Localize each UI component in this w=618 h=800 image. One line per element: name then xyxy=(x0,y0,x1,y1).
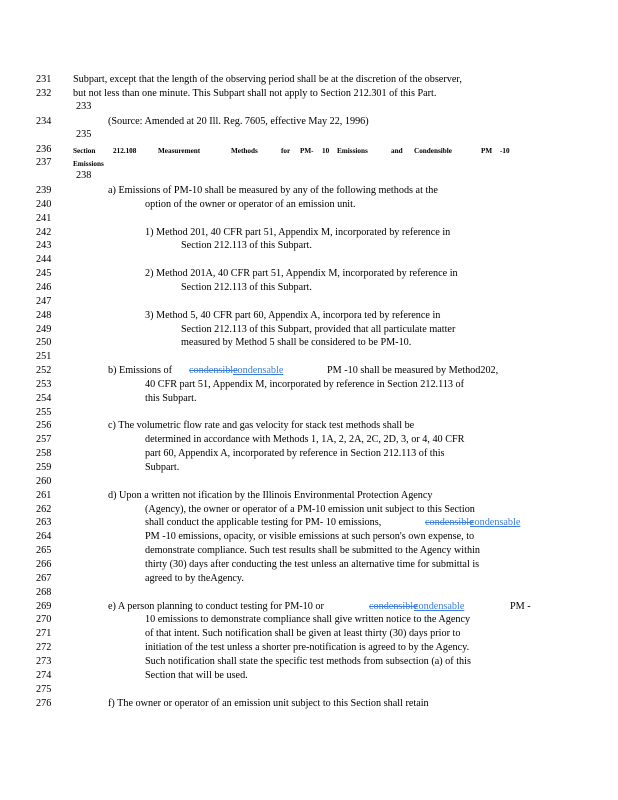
line-number: 231 xyxy=(36,74,52,85)
text-line: (Agency), the owner or operator of a PM-10 emission unit subject to this Section xyxy=(145,504,475,515)
heading-word: Methods xyxy=(231,147,258,155)
line-number: 252 xyxy=(36,365,52,376)
deleted-text: condensible xyxy=(369,601,418,612)
text-line: f) The owner or operator of an emission unit subject to this Section shall retain xyxy=(108,698,429,709)
line-number: 275 xyxy=(36,684,52,695)
line-number: 261 xyxy=(36,490,52,501)
line-number: 239 xyxy=(36,185,52,196)
line-number: 244 xyxy=(36,254,52,265)
text-line: Subpart, except that the length of the observing period shall be at the discretion of the observer, xyxy=(73,74,462,85)
heading-word: Emissions xyxy=(73,160,104,168)
text-line: Section that will be used. xyxy=(145,670,248,681)
line-number: 236 xyxy=(36,144,52,155)
line-number: 254 xyxy=(36,393,52,404)
line-number: 274 xyxy=(36,670,52,681)
line-number: 237 xyxy=(36,157,52,168)
text-line: 1) Method 201, 40 CFR part 51, Appendix M, incorporated by reference in xyxy=(145,227,451,238)
line-number: 272 xyxy=(36,642,52,653)
text-line: PM -10 emissions, opacity, or visible emissions at such person's own expense, to xyxy=(145,531,475,542)
text-line: option of the owner or operator of an emission unit. xyxy=(145,199,356,210)
line-number: 263 xyxy=(36,517,52,528)
line-number: 240 xyxy=(36,199,52,210)
text-line: initiation of the test unless a shorter pre-notification is agreed to by the Agency. xyxy=(145,642,470,653)
heading-word: and xyxy=(391,147,403,155)
text-segment: shall conduct the applicable testing for PM- 10 emissions, xyxy=(145,517,382,528)
inserted-text: condensable xyxy=(470,517,521,528)
text-segment: PM - xyxy=(510,601,531,612)
line-number: 232 xyxy=(36,88,52,99)
text-line: determined in accordance with Methods 1, 1A, 2, 2A, 2C, 2D, 3, or 4, 40 CFR xyxy=(145,434,465,445)
line-number: 247 xyxy=(36,296,52,307)
heading-word: PM xyxy=(481,147,493,155)
line-number: 251 xyxy=(36,351,52,362)
text-segment: b) Emissions of xyxy=(108,365,172,376)
heading-word: for xyxy=(281,147,291,155)
text-line: 10 emissions to demonstrate compliance shall give written notice to the Agency xyxy=(145,614,471,625)
text-line: demonstrate compliance. Such test results shall be submitted to the Agency within xyxy=(145,545,480,556)
line-number: 241 xyxy=(36,213,52,224)
line-number: 264 xyxy=(36,531,52,542)
text-line: measured by Method 5 shall be considered to be PM-10. xyxy=(181,337,412,348)
deleted-text: condensible xyxy=(425,517,474,528)
heading-word: Measurement xyxy=(158,147,201,155)
heading-word: Condensible xyxy=(414,147,452,155)
text-line: Section 212.113 of this Subpart, provided that all particulate matter xyxy=(181,324,456,335)
text-line: 3) Method 5, 40 CFR part 60, Appendix A, incorpora ted by reference in xyxy=(145,310,441,321)
text-line: c) The volumetric flow rate and gas velocity for stack test methods shall be xyxy=(108,420,415,431)
heading-word: Emissions xyxy=(337,147,368,155)
line-number: 253 xyxy=(36,379,52,390)
heading-word: PM- xyxy=(300,147,314,155)
text-line: Subpart. xyxy=(145,462,180,473)
line-number: 267 xyxy=(36,573,52,584)
line-number: 235 xyxy=(76,129,92,140)
text-line: thirty (30) days after conducting the test unless an alternative time for submittal is xyxy=(145,559,480,570)
line-number: 259 xyxy=(36,462,52,473)
line-number: 245 xyxy=(36,268,52,279)
heading-word: 10 xyxy=(322,147,330,155)
line-number: 246 xyxy=(36,282,52,293)
text-line: 40 CFR part 51, Appendix M, incorporated by reference in Section 212.113 of xyxy=(145,379,465,390)
line-number: 249 xyxy=(36,324,52,335)
line-number: 271 xyxy=(36,628,52,639)
line-number: 270 xyxy=(36,614,52,625)
text-segment: PM -10 shall be measured by Method202, xyxy=(327,365,499,376)
line-number: 266 xyxy=(36,559,52,570)
line-number: 238 xyxy=(76,170,92,181)
line-number: 243 xyxy=(36,240,52,251)
inserted-text: condensable xyxy=(414,601,465,612)
inserted-text: condensable xyxy=(233,365,284,376)
line-number: 262 xyxy=(36,504,52,515)
text-line: this Subpart. xyxy=(145,393,197,404)
line-number: 255 xyxy=(36,407,52,418)
line-number: 260 xyxy=(36,476,52,487)
source-note: (Source: Amended at 20 Ill. Reg. 7605, effective May 22, 1996) xyxy=(108,116,369,127)
heading-word: -10 xyxy=(500,147,510,155)
line-number: 257 xyxy=(36,434,52,445)
line-number: 273 xyxy=(36,656,52,667)
text-line: Section 212.113 of this Subpart. xyxy=(181,282,312,293)
line-number: 276 xyxy=(36,698,52,709)
line-number: 248 xyxy=(36,310,52,321)
text-line: d) Upon a written not ification by the Illinois Environmental Protection Agency xyxy=(108,490,433,501)
line-number: 268 xyxy=(36,587,52,598)
line-number: 234 xyxy=(36,116,52,127)
line-number: 258 xyxy=(36,448,52,459)
line-number: 256 xyxy=(36,420,52,431)
line-number: 242 xyxy=(36,227,52,238)
text-line: part 60, Appendix A, incorporated by reference in Section 212.113 of this xyxy=(145,448,445,459)
deleted-text: condensible xyxy=(189,365,238,376)
heading-word: 212.108 xyxy=(113,147,137,155)
text-line: but not less than one minute. This Subpart shall not apply to Section 212.301 of this Part. xyxy=(73,88,437,99)
text-line: 2) Method 201A, 40 CFR part 51, Appendix M, incorporated by reference in xyxy=(145,268,458,279)
text-segment: e) A person planning to conduct testing for PM-10 or xyxy=(108,601,324,612)
line-number: 269 xyxy=(36,601,52,612)
heading-word: Section xyxy=(73,147,96,155)
line-number: 265 xyxy=(36,545,52,556)
line-number: 233 xyxy=(76,101,92,112)
text-line: Section 212.113 of this Subpart. xyxy=(181,240,312,251)
text-line: of that intent. Such notification shall be given at least thirty (30) days prior to xyxy=(145,628,461,639)
line-number: 250 xyxy=(36,337,52,348)
text-line: Such notification shall state the specific test methods from subsection (a) of this xyxy=(145,656,471,667)
text-line: agreed to by theAgency. xyxy=(145,573,244,584)
text-line: a) Emissions of PM-10 shall be measured by any of the following methods at the xyxy=(108,185,438,196)
